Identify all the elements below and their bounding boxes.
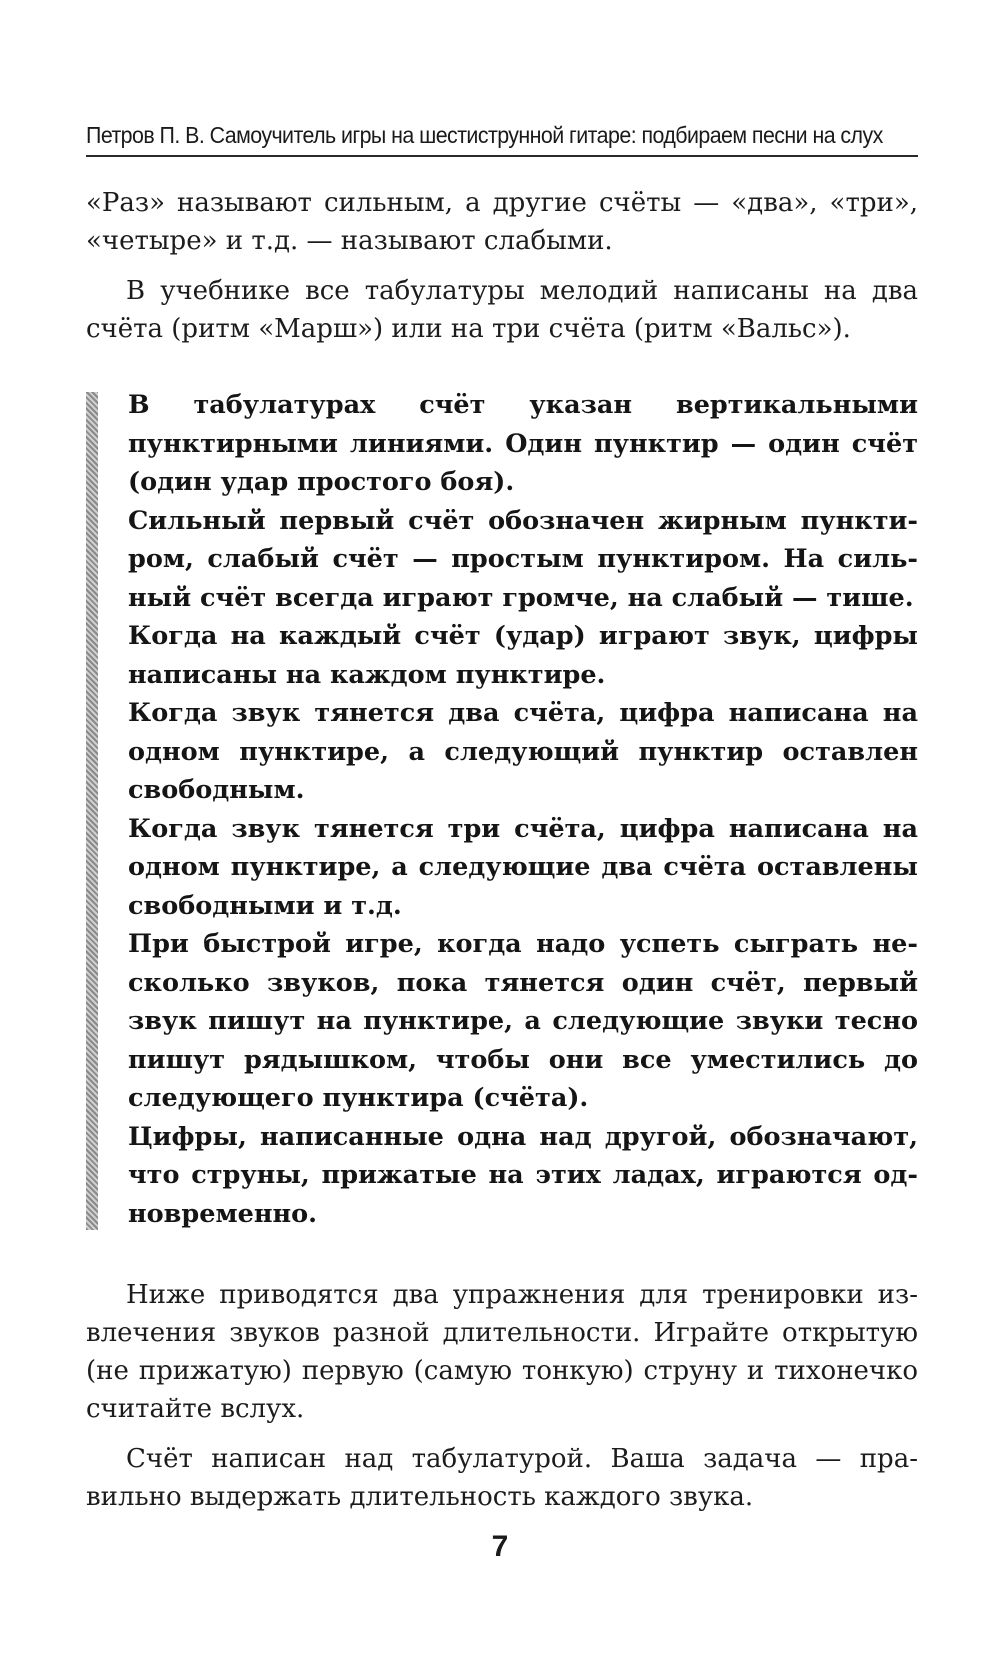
rules-callout [86,386,918,1236]
callout-paragraph-5: Когда звук тянется три счёта, цифра написана на одном пунктире, а следующие два счёта оставлены свободными и т.д. [128,813,918,921]
running-header: Петров П. В. Самоучитель игры на шестиструнной гитаре: подбираем песни на слух [86,122,883,148]
header-rule [86,155,918,157]
callout-paragraph-7: Цифры, написанные одна над другой, обозначают, что струны, прижатые на этих ладах, играются одновременно. [128,1121,918,1229]
exercises-paragraph-2: Счёт написан над табулатурой. Ваша задача — правильно выдержать длительность каждого звука. [86,1444,918,1512]
callout-paragraph-4: Когда звук тянется два счёта, цифра написана на одном пунктире, а следующий пунктир оставлен свободным. [128,698,918,805]
callout-paragraph-2: Сильный первый счёт обозначен жирным пунктиром, слабый счёт — простым пунктиром. На сильный счёт всегда играют громче, на слабый — тише. [128,505,918,613]
page-number: 7 [491,1530,509,1563]
callout-paragraph-3: Когда на каждый счёт (удар) играют звук, цифры написаны на каждом пунктире. [128,621,918,690]
intro-paragraph-2: В учебнике все табулатуры мелодий написаны на два счёта (ритм «Марш») или на три счёта (ритм «Вальс»). [86,276,918,344]
callout-side-bar [86,392,98,1230]
exercises-paragraph-1: Ниже приводятся два упражнения для тренировки извлечения звуков разной длительности. Играйте открытую (не прижатую) первую (самую тонкую) струну и тихонечко считайте вслух. [86,1280,918,1424]
intro-paragraph-1: «Раз» называют сильным, а другие счёты — «два», «три», «четыре» и т.д. — называют слабыми. [86,188,918,256]
callout-paragraph-1: В табулатурах счёт указан вертикальными пунктирными линиями. Один пунктир — один счёт (один удар простого боя). [128,390,918,497]
intro-section [86,184,918,360]
callout-text [128,386,918,1233]
callout-paragraph-6: При быстрой игре, когда надо успеть сыграть несколько звуков, пока тянется один счёт, первый звук пишут на пунктире, а следующие звуки тесно пишут рядышком, чтобы они все уместились до следующего пунктира (счёта). [128,929,918,1113]
exercises-section [86,1276,918,1528]
